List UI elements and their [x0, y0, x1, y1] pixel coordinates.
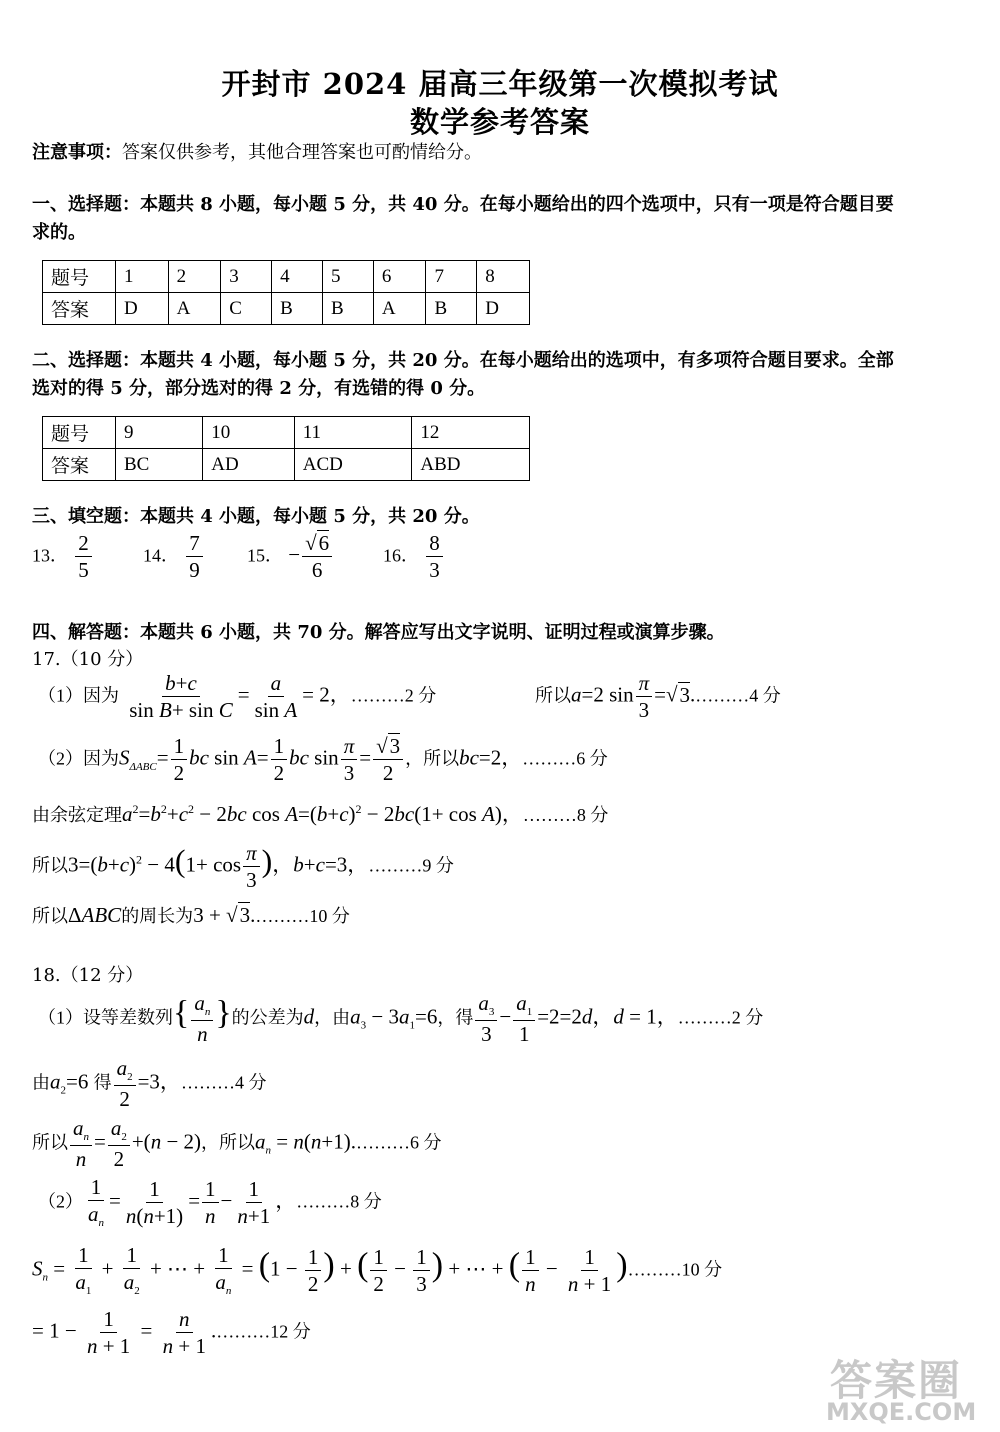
table-cell: D	[116, 293, 169, 325]
table-cell: D	[477, 293, 530, 325]
section4-heading: 四、解答题：本题共 6 小题，共 70 分。解答应写出文字说明、证明过程或演算步骤。	[32, 622, 725, 643]
section2-heading-cont: 选对的得 5 分，部分选对的得 2 分，有选错的得 0 分。	[32, 378, 486, 399]
table-cell: 7	[426, 261, 477, 293]
table-cell: 9	[116, 417, 203, 449]
table-row	[43, 293, 530, 325]
q17-part1-result: 所以a=2 sin $\frac{\pi}{3}$ =√3.………4 分	[535, 671, 781, 723]
section2-answer-table	[42, 416, 530, 481]
table-cell: 10	[203, 417, 295, 449]
table-cell: B	[322, 293, 373, 325]
q17-cosine-law: 由余弦定理$a^2=b^2+c^2 - 2bc$ $\cos A=(b+c)^2 - 2bc(1+ \cos A)$，………8 分	[32, 802, 609, 826]
table-cell: AD	[203, 449, 295, 481]
q18-line2: 由$a_2=6$ 得 $\frac{a_2}{2}$ =3，………4 分	[32, 1056, 267, 1111]
table-cell: C	[221, 293, 272, 325]
table-cell: 11	[294, 417, 412, 449]
table-cell: 12	[412, 417, 530, 449]
table-cell: BC	[116, 449, 203, 481]
q17-part1: （1）因为 $\frac{b+c}{\text{sin B+ sin C}}$ = $\frac{a}{\text{sin A}}$ = 2，………2 分	[38, 671, 437, 723]
table-row	[43, 261, 530, 293]
section2-heading: 二、选择题：本题共 4 小题，每小题 5 分，共 20 分。在每小题给出的选项中，有多项符合题目要求。全部	[32, 350, 894, 371]
table-cell: 6	[373, 261, 426, 293]
fill-answer-15: 15． − $\frac{√6}{6}$	[247, 530, 334, 584]
notice-text: 答案仅供参考，其他合理答案也可酌情给分。	[122, 142, 482, 163]
q17-title: 17.（10 分）	[32, 649, 144, 670]
table-cell: B	[426, 293, 477, 325]
table-cell: 3	[221, 261, 272, 293]
watermark-logo: 答案圈	[830, 1356, 963, 1405]
watermark-site: MXQE.COM	[826, 1398, 977, 1426]
table-row	[43, 449, 530, 481]
q18-sum: $S_n$ = $\frac{1}{a_1}$ + $\frac{1}{a_2}$ + ⋯ + $\frac{1}{a_n}$ = (1 − $\frac{1}{2}$ ) + ( $\frac{1}{2}$ − $\frac{1}{3}$ ) + ⋯ + ( $\frac{1}{n}$ − $\frac{1}{n + 1}$ )………10 分	[32, 1243, 723, 1298]
table-cell: 5	[322, 261, 373, 293]
section1-heading: 一、选择题：本题共 8 小题，每小题 5 分，共 40 分。在每小题给出的四个选项中，只有一项是符合题目要	[32, 194, 894, 215]
table-header: 题号	[43, 261, 116, 293]
table-cell: 2	[168, 261, 221, 293]
q17-part2: （2）因为$S_{\Delta ABC}=$ $\frac{1}{2}$ bc sin A= $\frac{1}{2}$ bc sin $\frac{\pi}{3}$ = $\frac{√3}{2}$ ，所以bc=2，………6 分	[38, 734, 608, 786]
table-header: 答案	[43, 449, 116, 481]
q18-result: = 1 − $\frac{1}{n + 1}$ = $\frac{n}{n + 1}$ .………12 分	[32, 1307, 311, 1359]
table-cell: 4	[272, 261, 323, 293]
table-header: 题号	[43, 417, 116, 449]
notice	[32, 138, 482, 164]
q18-part2: （2） $\frac{1}{a_n}$ = $\frac{1}{n(n+1)}$ = $\frac{1}{n}$ − $\frac{1}{n+1}$ ，………8 分	[38, 1175, 382, 1230]
section1-answer-table	[42, 260, 530, 325]
fill-answer-13: 13． $\frac{2}{5}$	[32, 530, 94, 584]
q18-part1: （1）设等差数列{ $\frac{a_n}{n}$ }的公差为d，由$a_3 - 3a_1=6$，得 $\frac{a_3}{3}$ − $\frac{a_1}{1}$ =2=2d，d = 1，………2 分	[38, 991, 764, 1046]
page-title: 开封市 2024 届高三年级第一次模拟考试	[221, 67, 779, 101]
fill-answer-14: 14． $\frac{7}{9}$	[143, 530, 205, 584]
table-row	[43, 417, 530, 449]
table-cell: ACD	[294, 449, 412, 481]
table-cell: ABD	[412, 449, 530, 481]
table-cell: B	[272, 293, 323, 325]
q18-line3: 所以 $\frac{a_n}{n}$ = $\frac{a_2}{2}$ +(n − 2)，所以$a_n$ = n(n+1).………6 分	[32, 1116, 442, 1171]
page-subtitle: 数学参考答案	[409, 105, 590, 139]
q17-line4: 所以$3=(b+c)^2 - 4(1+ \cos$ $\frac{\pi}{3}$ )，b+c=3，………9 分	[32, 841, 454, 893]
table-cell: A	[168, 293, 221, 325]
q17-line5: 所以ΔABC的周长为3 + √3.………10 分	[32, 903, 350, 927]
table-cell: 1	[116, 261, 169, 293]
section1-heading-cont: 求的。	[32, 222, 86, 243]
table-cell: A	[373, 293, 426, 325]
notice-label: 注意事项：	[32, 142, 122, 163]
fill-answer-16: 16． $\frac{8}{3}$	[383, 530, 445, 584]
section3-heading: 三、填空题：本题共 4 小题，每小题 5 分，共 20 分。	[32, 506, 480, 527]
q18-title: 18.（12 分）	[32, 965, 144, 986]
table-cell: 8	[477, 261, 530, 293]
table-header: 答案	[43, 293, 116, 325]
